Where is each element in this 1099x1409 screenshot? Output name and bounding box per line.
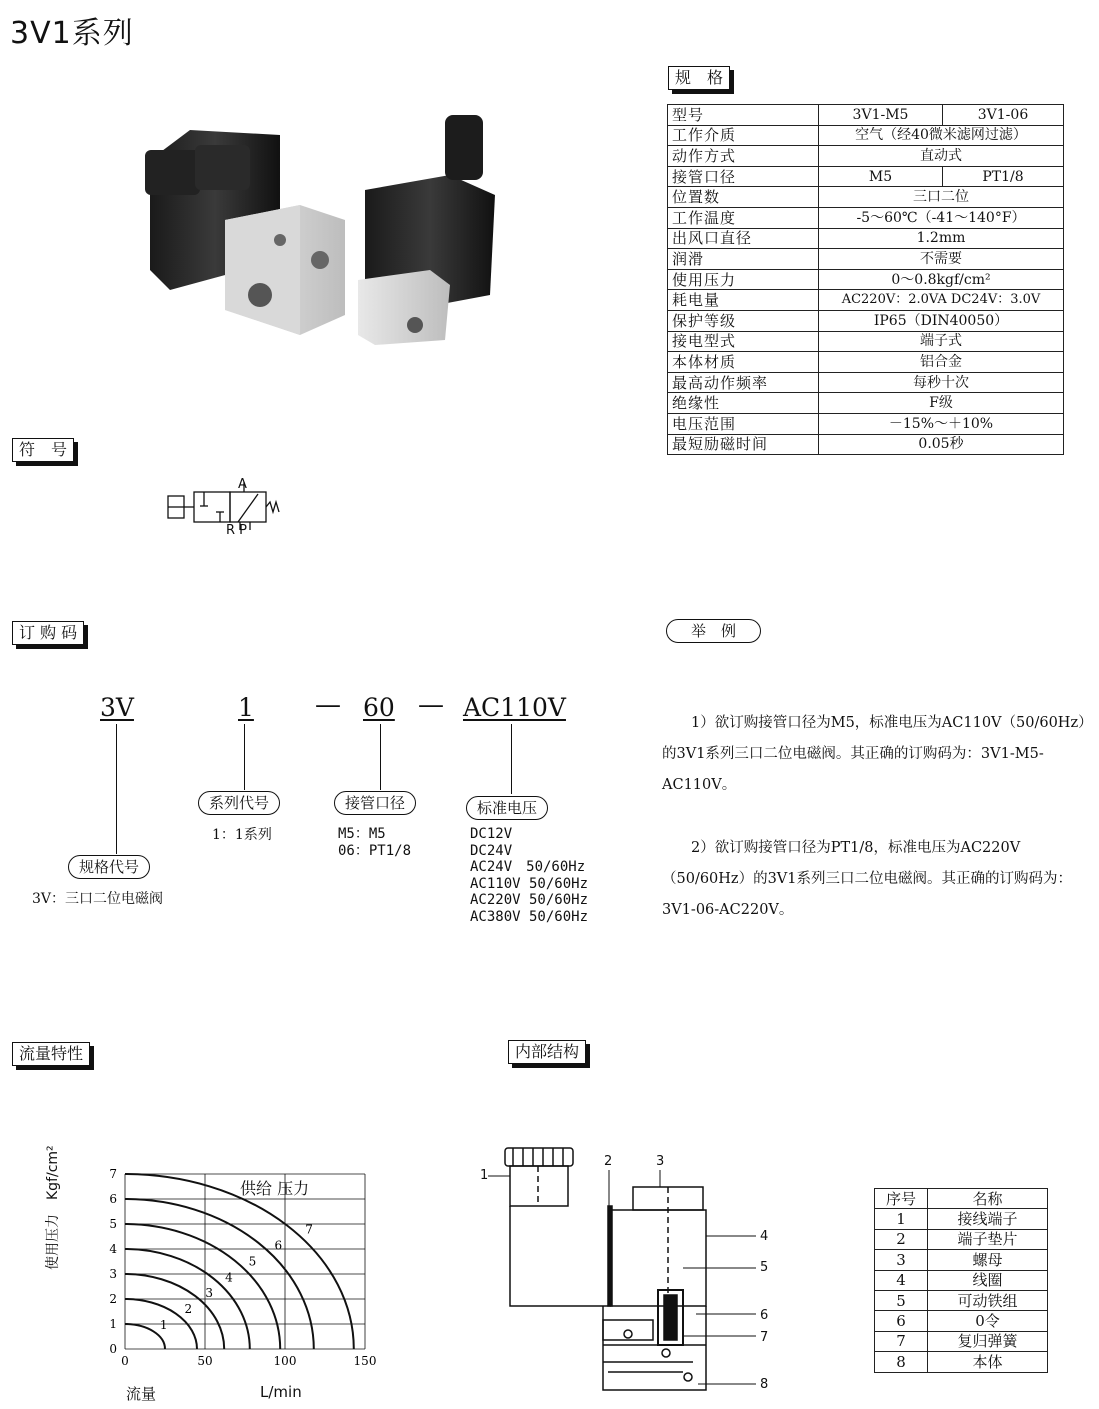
- parts-row: [875, 1311, 1048, 1331]
- parts-name: 复归弹簧: [928, 1331, 1048, 1351]
- parts-header-row: [875, 1189, 1048, 1209]
- spec-label: 绝缘性: [668, 393, 819, 414]
- y-tick-label: 4: [109, 1242, 117, 1256]
- spec-value: 1.2mm: [819, 228, 1064, 249]
- x-tick-label: 0: [121, 1354, 129, 1368]
- spec-value: M5: [819, 166, 943, 187]
- curve-label-5: 5: [248, 1254, 257, 1269]
- parts-table: [874, 1188, 1048, 1373]
- page-title: 3V1系列: [10, 16, 134, 51]
- spec-value: PT1/8: [943, 166, 1064, 187]
- spec-value: 铝合金: [819, 352, 1064, 373]
- spec-label: 工作介质: [668, 125, 819, 146]
- spec-table: [667, 104, 1064, 455]
- leader-line: [380, 724, 381, 790]
- callout-5: 5: [760, 1260, 769, 1275]
- spec-row: [668, 228, 1064, 249]
- parts-no: 4: [875, 1270, 928, 1290]
- port-size-item: M5：M5: [338, 826, 386, 842]
- spec-label: 最高动作频率: [668, 372, 819, 393]
- spec-label: 使用压力: [668, 269, 819, 290]
- chart-ylabel: [42, 1145, 62, 1270]
- parts-no-header: 序号: [875, 1189, 928, 1209]
- y-tick-label: 6: [109, 1192, 117, 1206]
- spec-value: IP65（DIN40050）: [819, 310, 1064, 331]
- callout-8: 8: [760, 1377, 769, 1392]
- spec-value: 端子式: [819, 331, 1064, 352]
- parts-no: 6: [875, 1311, 928, 1331]
- voltage-item: DC24V: [470, 842, 513, 859]
- y-tick-label: 3: [109, 1267, 117, 1281]
- spec-label: 润滑: [668, 249, 819, 270]
- voltage-item: AC24V 50/60Hz: [470, 859, 586, 876]
- parts-no: 2: [875, 1229, 928, 1249]
- spec-value: 每秒十次: [819, 372, 1064, 393]
- parts-no: 7: [875, 1331, 928, 1351]
- spec-code-desc: 3V：三口二位电磁阀: [32, 891, 164, 907]
- spec-header-row: [668, 105, 1064, 126]
- spec-value: －15%～＋10%: [819, 413, 1064, 434]
- callout-1: 1: [480, 1168, 489, 1183]
- spec-row: [668, 393, 1064, 414]
- parts-row: [875, 1290, 1048, 1310]
- product-photo: [130, 110, 500, 350]
- parts-name: 可动铁组: [928, 1290, 1048, 1310]
- curve-label-1: 1: [159, 1318, 168, 1333]
- section-symbol: 符 号: [12, 438, 74, 462]
- spec-label: 本体材质: [668, 352, 819, 373]
- curve-label-2: 2: [184, 1302, 193, 1317]
- spec-row: [668, 434, 1064, 455]
- chart-ylabel-text: 使用压力: [45, 1214, 61, 1270]
- x-tick-label: 100: [273, 1354, 297, 1368]
- order-dash: —: [418, 690, 444, 720]
- spec-label: 最短励磁时间: [668, 434, 819, 455]
- symbol-port-a: A: [238, 477, 247, 492]
- spec-code-label: 规格代号: [68, 855, 150, 879]
- example-text: 2）欲订购接管口径为PT1/8，标准电压为AC220V（50/60Hz）的3V1系列三口二位电磁阀。其正确的订购码为：3V1-06-AC220V。: [662, 840, 1072, 918]
- spec-value: 0～0.8kgf/cm²: [819, 269, 1064, 290]
- spec-value: AC220V：2.0VA DC24V：3.0V: [819, 290, 1064, 311]
- spec-row: [668, 207, 1064, 228]
- y-tick-label: 1: [109, 1317, 117, 1331]
- parts-row: [875, 1250, 1048, 1270]
- curve-label-7: 7: [305, 1222, 313, 1237]
- leader-line: [116, 724, 117, 854]
- spec-label: 位置数: [668, 187, 819, 208]
- example-1: [662, 708, 1092, 801]
- spec-col2: 3V1-06: [943, 105, 1064, 126]
- callout-4: 4: [760, 1229, 769, 1244]
- spec-col1: 3V1-M5: [819, 105, 943, 126]
- order-part-series: 1: [238, 693, 254, 722]
- order-part-voltage: AC110V: [463, 693, 566, 722]
- y-tick-label: 5: [109, 1217, 117, 1231]
- parts-row: [875, 1209, 1048, 1229]
- spec-label: 耗电量: [668, 290, 819, 311]
- parts-no: 8: [875, 1352, 928, 1372]
- spec-label: 工作温度: [668, 207, 819, 228]
- chart-yunit: Kgf/cm²: [45, 1145, 61, 1200]
- spec-row: [668, 372, 1064, 393]
- voltage-list: [470, 826, 588, 926]
- spec-row: [668, 269, 1064, 290]
- voltage-item: AC220V 50/60Hz: [470, 892, 589, 909]
- voltage-item: AC110V 50/60Hz: [470, 875, 589, 892]
- spec-row: [668, 310, 1064, 331]
- parts-no: 1: [875, 1209, 928, 1229]
- curve-label-4: 4: [225, 1270, 233, 1285]
- callout-2: 2: [604, 1154, 613, 1169]
- example-2: [662, 833, 1092, 926]
- spec-row: [668, 125, 1064, 146]
- parts-name: 端子垫片: [928, 1229, 1048, 1249]
- y-tick-label: 2: [109, 1292, 117, 1306]
- y-tick-label: 7: [109, 1167, 117, 1181]
- spec-row: [668, 146, 1064, 167]
- port-size-item: 06：PT1/8: [338, 843, 412, 859]
- section-spec: 规 格: [668, 66, 730, 90]
- valve-symbol-diagram: [160, 476, 280, 540]
- leader-line: [244, 724, 245, 790]
- section-structure: 内部结构: [508, 1040, 586, 1064]
- example-text: 1）欲订购接管口径为M5，标准电压为AC110V（50/60Hz）的3V1系列三口二位电磁阀。其正确的订购码为：3V1-M5-AC110V。: [662, 715, 1086, 793]
- spec-row: [668, 331, 1064, 352]
- spec-row: [668, 249, 1064, 270]
- section-flow: 流量特性: [12, 1042, 90, 1066]
- order-part-port: 60: [363, 693, 395, 722]
- curve-label-3: 3: [205, 1286, 214, 1301]
- parts-no: 3: [875, 1250, 928, 1270]
- spec-label: 接管口径: [668, 166, 819, 187]
- spec-row: [668, 187, 1064, 208]
- parts-row: [875, 1229, 1048, 1249]
- callout-3: 3: [656, 1154, 665, 1169]
- parts-row: [875, 1270, 1048, 1290]
- chart-annotation: 供给 压力: [240, 1179, 310, 1198]
- leader-line: [511, 724, 512, 794]
- spec-value: 不需要: [819, 249, 1064, 270]
- spec-row: [668, 290, 1064, 311]
- spec-value: F级: [819, 393, 1064, 414]
- spec-label: 动作方式: [668, 146, 819, 167]
- y-tick-label: 0: [109, 1342, 117, 1356]
- callout-6: 6: [760, 1308, 769, 1323]
- series-code-desc: 1：1系列: [212, 827, 272, 843]
- spec-row: [668, 166, 1064, 187]
- order-part-type: 3V: [100, 693, 134, 722]
- spec-label: 型号: [668, 105, 819, 126]
- spec-value: 0.05秒: [819, 434, 1064, 455]
- spec-value: 三口二位: [819, 187, 1064, 208]
- callout-7: 7: [760, 1330, 769, 1345]
- spec-row: [668, 352, 1064, 373]
- parts-name-header: 名称: [928, 1189, 1048, 1209]
- port-size-label: 接管口径: [334, 791, 416, 815]
- chart-xunit: L/min: [260, 1383, 302, 1401]
- x-tick-label: 50: [197, 1354, 213, 1368]
- parts-name: 0令: [928, 1311, 1048, 1331]
- flow-chart: [60, 1155, 390, 1405]
- parts-name: 本体: [928, 1352, 1048, 1372]
- curve-label-6: 6: [274, 1238, 283, 1253]
- spec-value: 空气（经40微米滤网过滤）: [819, 125, 1064, 146]
- spec-row: [668, 413, 1064, 434]
- spec-label: 出风口直径: [668, 228, 819, 249]
- series-code-label: 系列代号: [198, 791, 280, 815]
- parts-no: 5: [875, 1290, 928, 1310]
- parts-name: 线圈: [928, 1270, 1048, 1290]
- chart-xlabel: 流量: [126, 1385, 157, 1403]
- section-order-code: 订 购 码: [12, 621, 84, 645]
- parts-name: 接线端子: [928, 1209, 1048, 1229]
- x-tick-label: 150: [353, 1354, 377, 1368]
- order-dash: —: [315, 690, 341, 720]
- parts-name: 螺母: [928, 1250, 1048, 1270]
- voltage-item: DC12V: [470, 826, 513, 842]
- spec-value: -5～60℃（-41～140°F）: [819, 207, 1064, 228]
- spec-label: 接电型式: [668, 331, 819, 352]
- voltage-label: 标准电压: [466, 796, 548, 820]
- voltage-item: AC380V 50/60Hz: [470, 908, 589, 925]
- spec-value: 直动式: [819, 146, 1064, 167]
- symbol-port-rp: R P: [226, 523, 248, 538]
- port-size-list: [338, 826, 411, 860]
- spec-label: 保护等级: [668, 310, 819, 331]
- section-example: 举 例: [666, 619, 761, 643]
- parts-row: [875, 1352, 1048, 1372]
- parts-row: [875, 1331, 1048, 1351]
- structure-diagram: [478, 1140, 778, 1400]
- spec-label: 电压范围: [668, 413, 819, 434]
